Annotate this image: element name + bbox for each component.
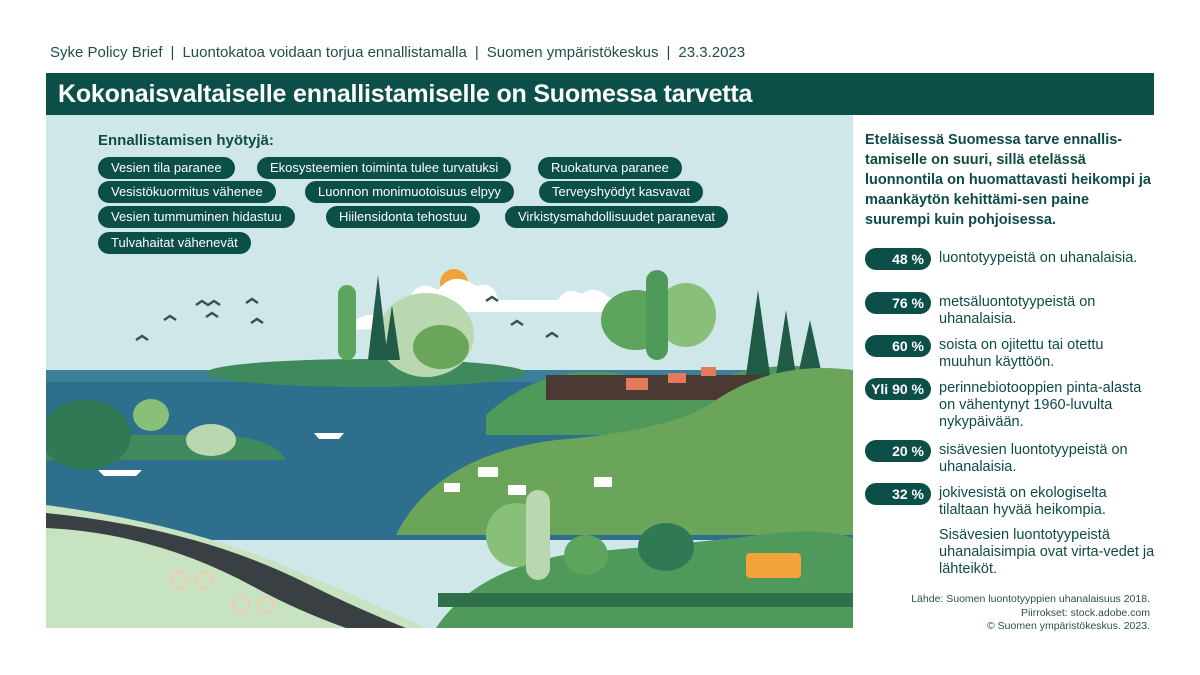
excavator-icon — [746, 553, 801, 578]
benefit-pill: Terveyshyödyt kasvavat — [539, 181, 703, 203]
tractor-icon — [626, 378, 648, 390]
stat-text: sisävesien luontotyypeistä on uhanalaisia. — [939, 442, 1128, 475]
island — [206, 359, 526, 387]
benefits-title: Ennallistamisen hyötyjä: — [98, 132, 274, 149]
stat-badge: 20 % — [865, 440, 931, 462]
boat-icon — [314, 433, 344, 439]
canoe-icon — [98, 470, 142, 476]
bush-icon — [413, 325, 469, 369]
stat-badge: 60 % — [865, 335, 931, 357]
copyright-line: © Suomen ympäristökeskus. 2023. — [987, 620, 1150, 632]
note-text: Sisävesien luontotyypeistä uhanalaisimpia ovat virta-vedet ja lähteiköt. — [939, 527, 1155, 577]
breadcrumb — [50, 44, 745, 61]
tree-icon — [133, 399, 169, 431]
tree-icon — [338, 285, 356, 360]
benefit-pill: Tulvahaitat vähenevät — [98, 232, 251, 254]
spruce-icon — [776, 310, 796, 375]
benefit-pill: Luonnon monimuotoisuus elpyy — [305, 181, 514, 203]
benefit-pill: Hiilensidonta tehostuu — [326, 206, 480, 228]
breadcrumb-separator: | — [666, 44, 671, 61]
breadcrumb-separator: | — [170, 44, 175, 61]
stat-text: soista on ojitettu tai otettu muuhun käyttöön. — [939, 337, 1104, 370]
tractor-icon — [701, 367, 716, 376]
breadcrumb-item-publisher: Suomen ympäristökeskus — [486, 44, 659, 61]
stat-badge: 32 % — [865, 483, 931, 505]
spruce-icon — [798, 320, 822, 375]
source-line: Lähde: Suomen luontotyyppien uhanalaisuus 2018. — [911, 593, 1150, 605]
breadcrumb-item-date: 23.3.2023 — [678, 44, 746, 61]
intro-text: Eteläisessä Suomessa tarve ennallis-tamiselle on suuri, sillä etelässä luonnontila on huomattavasti heikompi ja maankäytön kehittämi-sen paine suurempi kuin pohjoisessa. — [865, 132, 1151, 228]
source-credits — [911, 593, 1150, 634]
breadcrumb-separator: | — [474, 44, 479, 61]
benefit-pill: Ruokaturva paranee — [538, 157, 682, 179]
stat-badge: 48 % — [865, 248, 931, 270]
tree-icon — [526, 490, 550, 580]
title-bar — [46, 73, 1154, 115]
intro-panel — [865, 130, 1155, 230]
spruce-icon — [746, 290, 770, 375]
cow-icon — [594, 477, 612, 487]
stat-text: luontotyypeistä on uhanalaisia. — [939, 250, 1138, 266]
birds-icon — [196, 301, 220, 305]
stat-text: jokivesistä on ekologiselta tilaltaan hyvää heikompia. — [939, 485, 1107, 518]
page-title: Kokonaisvaltaiselle ennallistamiselle on Suomessa tarvetta — [58, 80, 753, 108]
credits-line: Piirrokset: stock.adobe.com — [1021, 606, 1150, 619]
benefit-pill: Ekosysteemien toiminta tulee turvatuksi — [257, 157, 511, 179]
stat-text: metsäluontotyypeistä on uhanalaisia. — [939, 294, 1096, 327]
tractor-icon — [668, 373, 686, 383]
tree-icon — [638, 523, 694, 571]
breadcrumb-item-series: Syke Policy Brief — [50, 44, 163, 61]
tree-icon — [646, 270, 668, 360]
stat-text: perinnebiotooppien pinta-alasta on vähentynyt 1960-luvulta nykypäivään. — [939, 380, 1142, 430]
stat-badge: 76 % — [865, 292, 931, 314]
benefit-pill: Vesistökuormitus vähenee — [98, 181, 276, 203]
bush-icon — [186, 424, 236, 456]
stat-badge: Yli 90 % — [865, 378, 931, 400]
cow-icon — [478, 467, 498, 477]
breadcrumb-item-topic: Luontokatoa voidaan torjua ennallistamalla — [182, 44, 467, 61]
cow-icon — [508, 485, 526, 495]
riverbank — [438, 593, 853, 607]
tree-icon — [564, 535, 608, 575]
benefit-pill: Vesien tila paranee — [98, 157, 235, 179]
landscape-illustration — [46, 115, 853, 628]
cow-icon — [444, 483, 460, 492]
benefit-pill: Vesien tummuminen hidastuu — [98, 206, 295, 228]
benefit-pill: Virkistysmahdollisuudet paranevat — [505, 206, 728, 228]
